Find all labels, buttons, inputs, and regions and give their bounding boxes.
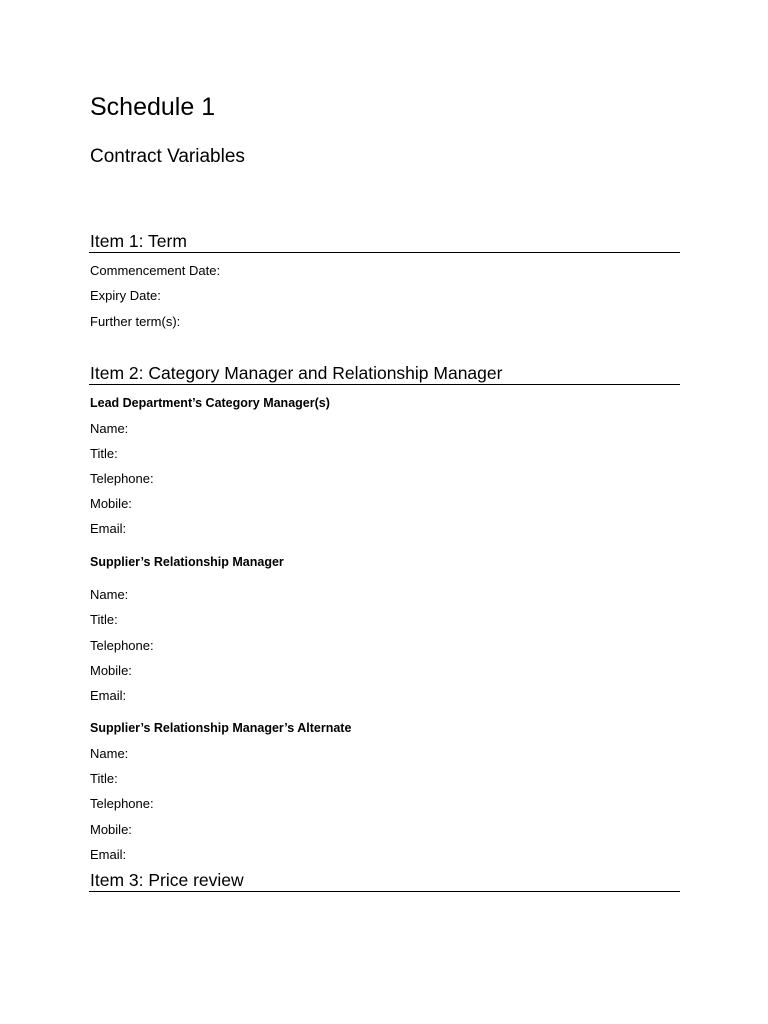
item3-heading: Item 3: Price review <box>89 870 680 892</box>
expiry-date-label: Expiry Date: <box>90 288 161 303</box>
schedule-title: Schedule 1 <box>90 93 216 121</box>
alternate-email-label: Email: <box>90 847 127 862</box>
item1-heading: Item 1: Term <box>89 231 680 253</box>
alternate-name-label: Name: <box>90 746 129 761</box>
schedule-subtitle: Contract Variables <box>90 146 245 167</box>
commencement-date-label: Commencement Date: <box>90 263 221 278</box>
item2-heading: Item 2: Category Manager and Relationship Manager <box>89 363 680 385</box>
further-term-label: Further term(s): <box>90 314 181 329</box>
lead-category-manager-heading: Lead Department’s Category Manager(s) <box>90 396 330 410</box>
supplier-alternate-heading: Supplier’s Relationship Manager’s Alternate <box>90 721 352 735</box>
alternate-title-label: Title: <box>90 771 118 786</box>
lead-name-label: Name: <box>90 421 129 436</box>
alternate-telephone-label: Telephone: <box>90 796 154 811</box>
supplier-email-label: Email: <box>90 688 127 703</box>
lead-mobile-label: Mobile: <box>90 496 132 511</box>
alternate-mobile-label: Mobile: <box>90 822 132 837</box>
supplier-title-label: Title: <box>90 612 118 627</box>
lead-telephone-label: Telephone: <box>90 471 154 486</box>
lead-title-label: Title: <box>90 446 118 461</box>
supplier-telephone-label: Telephone: <box>90 638 154 653</box>
supplier-relationship-manager-heading: Supplier’s Relationship Manager <box>90 555 284 569</box>
lead-email-label: Email: <box>90 521 127 536</box>
supplier-name-label: Name: <box>90 587 129 602</box>
supplier-mobile-label: Mobile: <box>90 663 132 678</box>
